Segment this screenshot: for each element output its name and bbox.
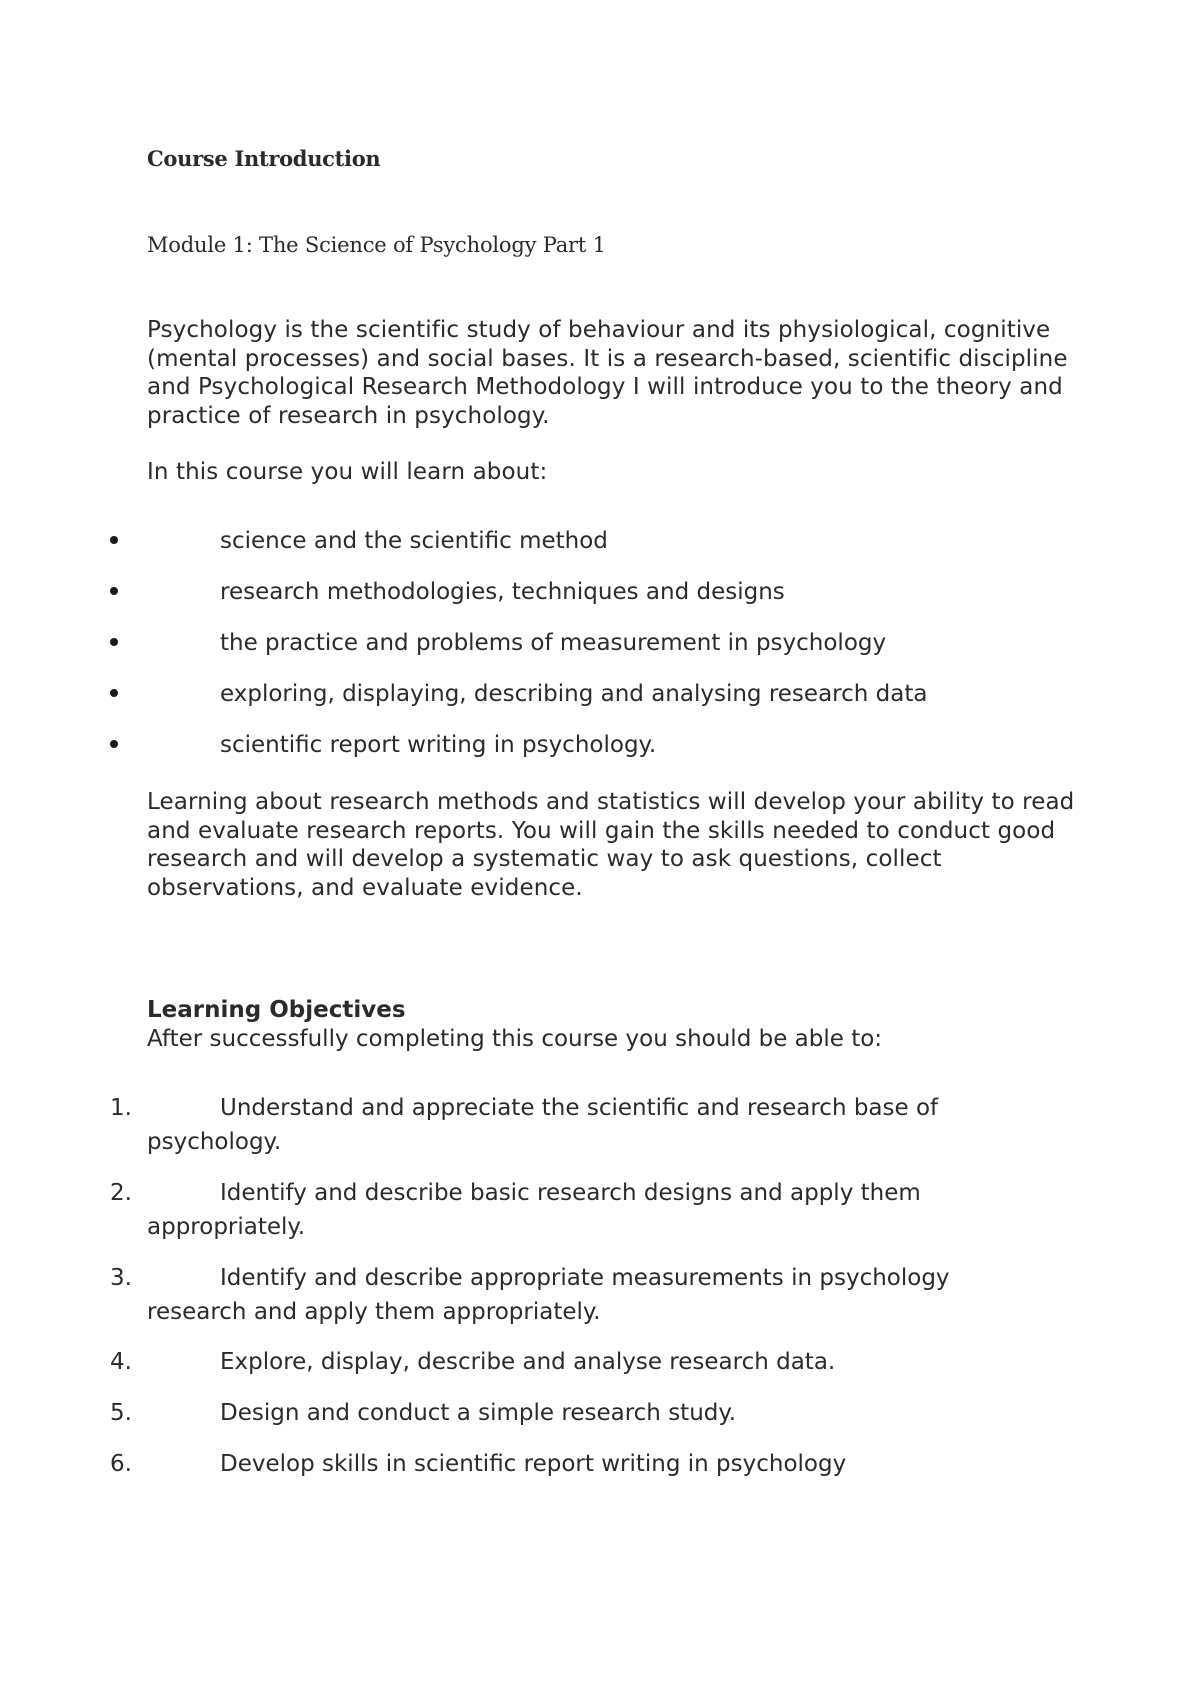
list-number: 1. [110, 1095, 132, 1121]
objectives-intro: After successfully completing this course you should be able to: [147, 1026, 883, 1052]
objective-text: Identify and describe appropriate measurements in psychology [220, 1265, 950, 1291]
topic-text: research methodologies, techniques and designs [220, 579, 785, 605]
objective-text: Develop skills in scientific report writing in psychology [220, 1451, 847, 1477]
topic-text: exploring, displaying, describing and analysing research data [220, 681, 928, 707]
module-title: Module 1: The Science of Psychology Part 1 [147, 233, 606, 257]
objectives-heading: Learning Objectives [147, 997, 406, 1023]
list-number: 3. [110, 1265, 132, 1291]
objective-text-continued: psychology. [147, 1129, 282, 1155]
list-number: 6. [110, 1451, 132, 1477]
objective-text: Explore, display, describe and analyse research data. [220, 1349, 836, 1375]
bullet-icon [110, 689, 118, 697]
intro-paragraph: Psychology is the scientific study of behaviour and its physiological, cognitive (mental processes) and social bases. It is a research-based, scientific discipline and Psychological Research Methodology I will introduce you to the theory and practice of research in psychology. [147, 317, 1068, 429]
objective-text-continued: appropriately. [147, 1214, 306, 1240]
bullet-icon [110, 638, 118, 646]
course-title: Course Introduction [147, 146, 381, 171]
topic-text: the practice and problems of measurement in psychology [220, 630, 887, 656]
objective-text: Identify and describe basic research designs and apply them [220, 1180, 921, 1206]
topic-text: science and the scientific method [220, 528, 608, 554]
list-number: 4. [110, 1349, 132, 1375]
bullet-icon [110, 536, 118, 544]
objective-text: Design and conduct a simple research study. [220, 1400, 737, 1426]
bullet-icon [110, 740, 118, 748]
bullet-icon [110, 587, 118, 595]
topic-text: scientific report writing in psychology. [220, 732, 657, 758]
closing-paragraph: Learning about research methods and statistics will develop your ability to read and evaluate research reports. You will gain the skills needed to conduct good research and will develop a systematic way to ask questions, collect observations, and evaluate evidence. [147, 789, 1075, 901]
objective-text-continued: research and apply them appropriately. [147, 1299, 601, 1325]
objective-text: Understand and appreciate the scientific and research base of [220, 1095, 939, 1121]
learn-intro: In this course you will learn about: [147, 459, 548, 485]
list-number: 2. [110, 1180, 132, 1206]
list-number: 5. [110, 1400, 132, 1426]
